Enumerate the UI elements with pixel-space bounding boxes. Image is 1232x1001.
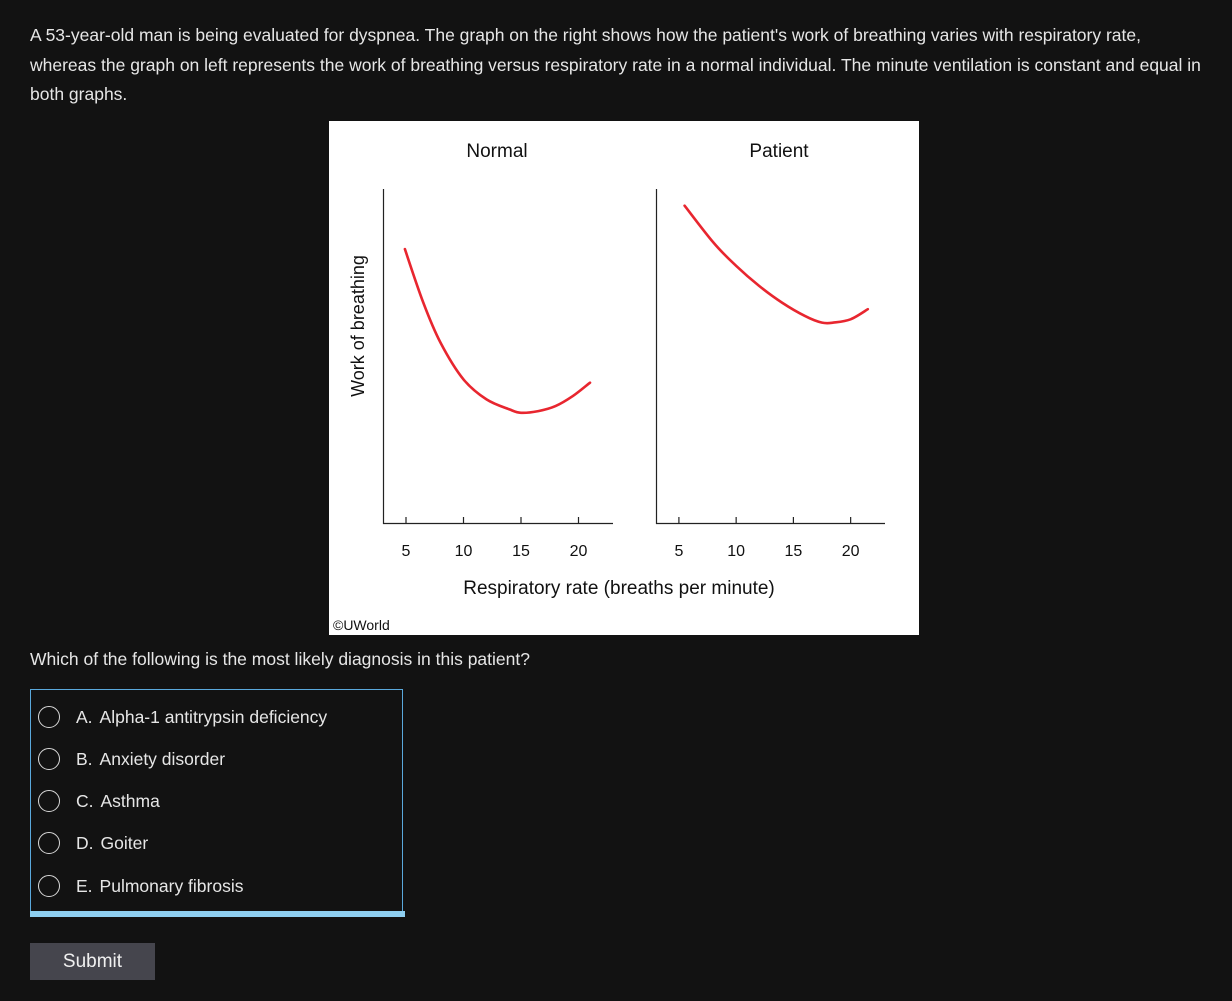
x-tick-label: 10 [727,543,746,560]
submit-button[interactable]: Submit [30,943,155,980]
x-tick-label: 20 [569,543,588,560]
choice-a[interactable] [38,703,327,731]
copyright-text: ©UWorld [333,617,390,633]
series-line-patient [685,206,868,324]
radio-button[interactable] [38,790,60,812]
x-tick-label: 20 [841,543,860,560]
work-of-breathing-chart [329,121,919,635]
choice-label: Pulmonary fibrosis [99,875,244,896]
question-text: Which of the following is the most likely diagnosis in this patient? [30,649,530,669]
x-axis-label: Respiratory rate (breaths per minute) [463,578,775,599]
series-line-normal [405,249,590,413]
y-axis-label: Work of breathing [348,255,368,397]
x-tick-label: 15 [512,543,530,560]
radio-button[interactable] [38,832,60,854]
choice-e[interactable] [38,872,244,900]
choice-d[interactable] [38,829,148,857]
radio-button[interactable] [38,706,60,728]
choice-letter: A. [76,706,93,727]
radio-button[interactable] [38,748,60,770]
choice-label: Anxiety disorder [99,748,226,769]
choice-letter: D. [76,832,94,853]
radio-button[interactable] [38,875,60,897]
figure-work-of-breathing [329,121,919,635]
choice-letter: E. [76,875,93,896]
question-stem: A 53-year-old man is being evaluated for dyspnea. The graph on the right shows how the patient's work of breathing varies with respiratory rate, whereas the graph on left represents the work of breathing versus respiratory rate in a normal individual. The minute ventilation is constant and equal in both graphs. [30,25,1201,104]
chart-title-patient: Patient [749,141,809,162]
choice-label: Asthma [100,790,160,811]
chart-title-normal: Normal [466,141,528,162]
choice-label: Alpha-1 antitrypsin deficiency [99,706,328,727]
choice-b[interactable] [38,745,225,773]
choice-label: Goiter [100,832,149,853]
choice-letter: C. [76,790,94,811]
chart-panel-patient [656,141,885,560]
x-tick-label: 5 [401,543,411,560]
chart-panel-normal [383,141,613,560]
choice-c[interactable] [38,787,160,815]
x-tick-label: 5 [674,543,684,560]
choice-letter: B. [76,748,93,769]
answer-choices-underline [30,911,405,917]
x-tick-label: 15 [784,543,803,560]
x-tick-label: 10 [454,543,473,560]
